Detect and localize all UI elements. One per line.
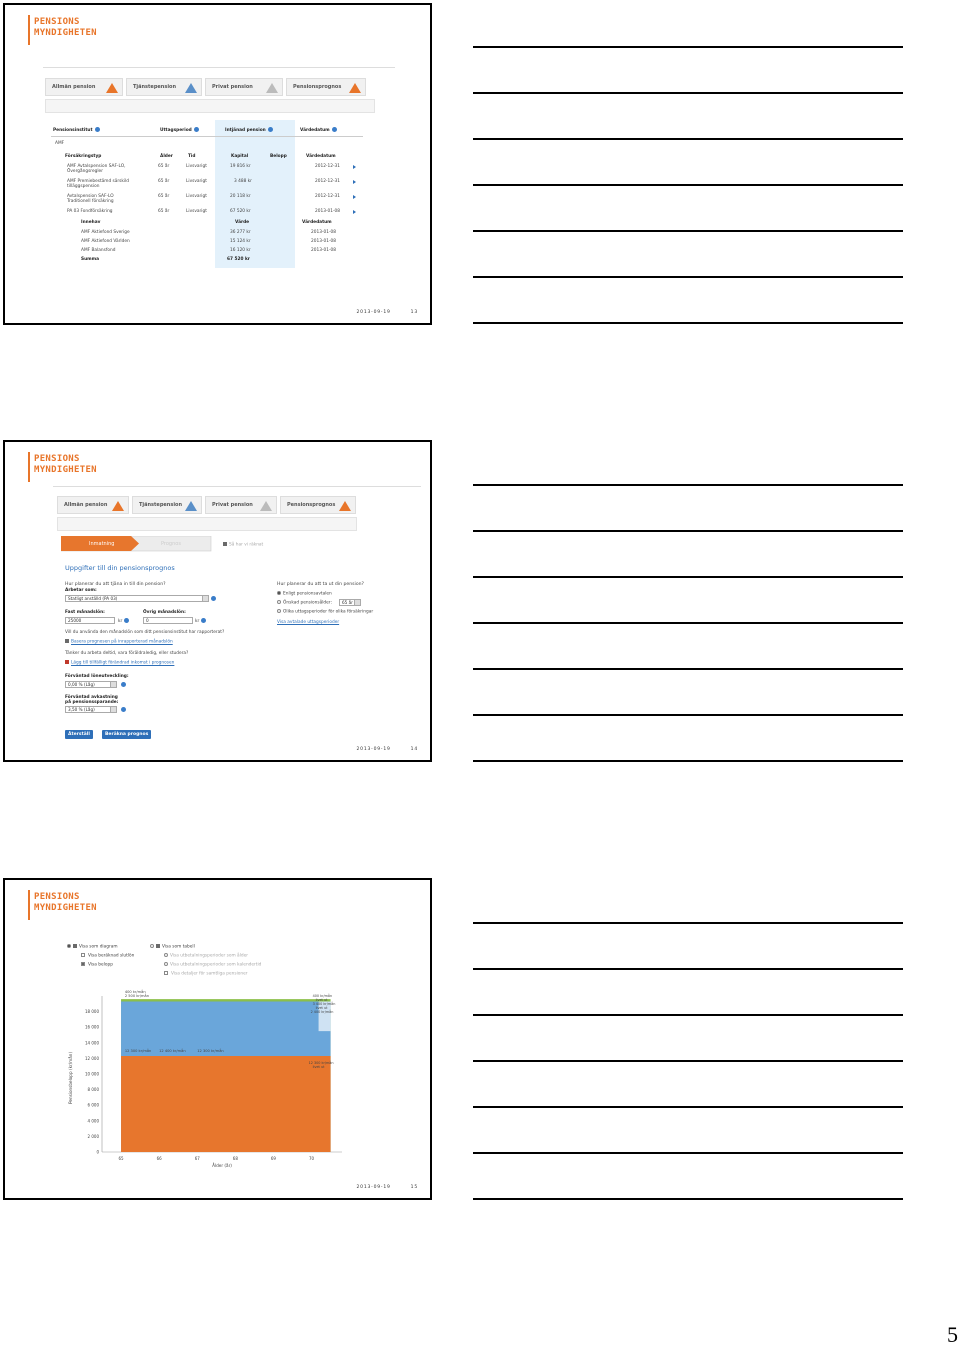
radio-icon <box>277 600 281 604</box>
chevron-down-icon <box>110 682 116 687</box>
table-row: AMF Avtalspension SAF-LO, Övergångsregler <box>67 164 126 174</box>
y-tick-label: 12 000 <box>85 1055 99 1061</box>
holding-name: AMF Balansfond <box>81 248 116 253</box>
cell-capital: 20 118 kr <box>230 194 251 199</box>
expand-arrow-icon[interactable] <box>353 165 356 169</box>
pyramid-icon <box>260 501 272 511</box>
holding-value: 16 120 kr <box>230 248 251 253</box>
x-tick-label: 65 <box>118 1156 124 1161</box>
cell-age: 65 år <box>158 179 170 184</box>
radio-selected-icon <box>67 944 71 948</box>
pensionsmyndigheten-logo: PENSIONS MYNDIGHETEN <box>28 890 138 922</box>
link-uttagsperioder[interactable]: Visa avtalade uttagsperioder <box>277 620 340 625</box>
step-prognos[interactable]: Prognos <box>161 541 181 547</box>
label-loneutveckling: Förväntad löneutveckling: <box>65 674 129 679</box>
annotation-label: 400 kr/mån <box>124 990 146 995</box>
annotation-label: 2 400 kr/mån <box>310 1010 334 1015</box>
chevron-down-icon <box>202 596 208 601</box>
y-axis-label: Pensionsbelopp (kr/mån) <box>68 1051 73 1104</box>
annotation-label: 12 300 kr/mån <box>124 1049 152 1054</box>
tab-privat-pension[interactable]: Privat pension <box>205 496 277 514</box>
check-slutlon[interactable]: Visa beräknad slutlön <box>81 953 134 959</box>
label-avkastning: Förväntad avkastning på pensionssparande: <box>65 695 119 705</box>
cell-date: 2013-01-08 <box>315 209 340 214</box>
th-alder: Ålder <box>160 154 173 159</box>
annotation-label: 3 400 kr/mån <box>312 1002 336 1007</box>
annotation-label: 400 kr/mån <box>312 994 333 999</box>
help-icon <box>332 127 337 132</box>
th-kapital: Kapital <box>231 154 249 159</box>
cell-age: 65 år <box>158 209 170 214</box>
slide-footer: 2013-09-19 15 <box>356 1185 418 1190</box>
col-pensionsinstitut[interactable]: Pensionsinstitut <box>53 127 100 134</box>
institute-name: AMF <box>55 141 65 146</box>
table-row: Avtalspension SAF-LO Traditionell försäkring <box>67 194 114 204</box>
radio-visa-diagram[interactable]: Visa som diagram <box>67 944 118 950</box>
cell-capital: 67 520 kr <box>230 209 251 214</box>
tab-pensionsprognos[interactable]: Pensionsprognos <box>280 496 356 514</box>
holding-value: 15 124 kr <box>230 239 251 244</box>
progress-steps <box>61 536 213 552</box>
form-heading: Uppgifter till din pensionsprognos <box>65 564 175 572</box>
y-tick-label: 0 <box>96 1149 99 1155</box>
cell-capital: 19 816 kr <box>230 164 251 169</box>
pyramid-icon <box>185 83 197 93</box>
slide-15 <box>3 878 432 1200</box>
y-tick-label: 18 000 <box>85 1009 99 1015</box>
check-visa-belopp[interactable]: Visa belopp <box>81 962 113 968</box>
col-intjanad-pension[interactable]: Intjänad pension <box>225 127 273 134</box>
th-forsakringstyp: Försäkringstyp <box>65 154 102 159</box>
tab-allman-pension[interactable]: Allmän pension <box>45 78 123 96</box>
x-tick-label: 67 <box>194 1156 200 1161</box>
cell-date: 2012-12-31 <box>315 194 340 199</box>
y-tick-label: 16 000 <box>85 1024 99 1030</box>
label-ovrig-manadslon: Övrig månadslön: <box>143 610 186 615</box>
checkbox-checked-icon <box>81 962 85 966</box>
loneutveckling-select[interactable]: 0,00 % (Låg) <box>65 681 117 688</box>
th-tid: Tid <box>188 154 196 159</box>
table-row: PA 03 Fondförsäkring <box>67 209 113 214</box>
pension-tabs <box>45 78 366 96</box>
sum-label: Summa <box>81 257 100 262</box>
holding-date: 2013-01-08 <box>311 230 336 235</box>
reset-button[interactable]: Återställ <box>65 730 93 739</box>
slide-footer: 2013-09-19 13 <box>356 310 418 315</box>
chevron-down-icon <box>110 707 116 712</box>
document-icon <box>65 660 69 664</box>
annotation-label: 2 500 kr/mån <box>124 994 150 999</box>
holding-name: AMF Aktiefond Världen <box>81 239 130 244</box>
tab-allman-pension[interactable]: Allmän pension <box>57 496 129 514</box>
holding-date: 2013-01-08 <box>311 248 336 253</box>
radio-perioder-alder[interactable]: Visa utbetalningsperioder som ålder <box>164 953 248 959</box>
col-uttagsperiod[interactable]: Uttagsperiod <box>160 127 199 134</box>
arbetar-som-select[interactable]: Statligt anställd (PA 03) <box>65 595 209 602</box>
cell-time: Livsvarigt <box>186 179 207 184</box>
radio-enligt-avtal[interactable]: Enligt pensionsavtalen <box>277 591 332 597</box>
unit-kr: kr <box>195 618 206 625</box>
ovrig-manadslon-input[interactable]: 0 <box>143 617 193 624</box>
cell-time: Livsvarigt <box>186 209 207 214</box>
cell-capital: 3 488 kr <box>234 179 252 184</box>
help-icon <box>194 127 199 132</box>
slide-13 <box>3 3 432 325</box>
annotation-label: 12 300 kr/mån <box>308 1061 334 1066</box>
area-series <box>121 1056 331 1152</box>
y-tick-label: 10 000 <box>85 1071 99 1077</box>
question-withdraw: Hur planerar du att ta ut din pension? <box>277 582 364 587</box>
annotation-label: 12 400 kr/mån <box>159 1049 186 1054</box>
holding-name: AMF Aktiefond Sverige <box>81 230 130 235</box>
pensionsmyndigheten-logo: PENSIONS MYNDIGHETEN <box>28 15 138 47</box>
pyramid-icon <box>185 501 197 511</box>
question-work: Hur planerar du att tjäna in till din pension? <box>65 582 166 587</box>
help-icon[interactable] <box>121 682 126 687</box>
help-icon <box>268 127 273 132</box>
th-hold-vardedatum: Värdedatum <box>302 220 332 225</box>
pin-icon <box>65 639 69 643</box>
page-number: 5 <box>947 1322 958 1345</box>
radio-onskad-alder[interactable]: Önskad pensionsålder: <box>277 600 332 606</box>
y-tick-label: 6 000 <box>87 1102 99 1108</box>
radio-visa-tabell[interactable]: Visa som tabell <box>150 944 195 950</box>
expand-arrow-icon[interactable] <box>353 195 356 199</box>
help-icon[interactable] <box>121 707 126 712</box>
radio-selected-icon <box>277 591 281 595</box>
question-parttime: Tänker du arbeta deltid, vara föräldraledig, eller studera? <box>65 651 189 656</box>
x-tick-label: 68 <box>232 1156 238 1161</box>
th-varde: Värde <box>235 220 250 225</box>
th-innehav: Innehav <box>81 220 101 225</box>
pyramid-icon <box>106 83 118 93</box>
pensionsmyndigheten-logo: PENSIONS MYNDIGHETEN <box>28 452 138 484</box>
unit-kr: kr <box>118 618 129 625</box>
label-arbetar-som: Arbetar som: <box>65 588 97 593</box>
tab-pensionsprognos[interactable]: Pensionsprognos <box>286 78 366 96</box>
annotation-label: livet ut <box>315 998 328 1003</box>
calc-info-link[interactable]: Så har vi räknat <box>223 542 263 548</box>
cell-age: 65 år <box>158 194 170 199</box>
radio-icon <box>150 944 154 948</box>
pensionsalder-select[interactable]: 65 år <box>339 599 361 606</box>
th-vardedatum: Värdedatum <box>306 154 336 159</box>
table-row: AMF Premiebestämd särskild tilläggspension <box>67 179 130 189</box>
check-detaljer[interactable]: Visa detaljer för samtliga pensioner <box>164 971 248 977</box>
slide-footer: 2013-09-19 14 <box>356 747 418 752</box>
y-tick-label: 2 000 <box>87 1133 99 1139</box>
pension-area-chart <box>60 988 360 1173</box>
pyramid-icon <box>112 501 124 511</box>
holding-value: 36 277 kr <box>230 230 251 235</box>
radio-perioder-kalendertid[interactable]: Visa utbetalningsperioder som kalendertid <box>164 962 261 968</box>
cell-date: 2012-12-31 <box>315 179 340 184</box>
tab-privat-pension[interactable]: Privat pension <box>205 78 283 96</box>
annotation-label: livet ut <box>315 1006 328 1011</box>
expand-arrow-icon[interactable] <box>353 210 356 214</box>
radio-icon <box>164 962 168 966</box>
pyramid-icon <box>339 501 351 511</box>
cell-time: Livsvarigt <box>186 164 207 169</box>
link-temp-income[interactable]: Lägg till tillfälligt förändrad inkomst i prognosen <box>65 660 174 666</box>
radio-icon <box>277 609 281 613</box>
expand-arrow-icon[interactable] <box>353 180 356 184</box>
y-tick-label: 14 000 <box>85 1040 99 1046</box>
checkbox-icon <box>81 953 85 957</box>
help-icon <box>124 618 129 623</box>
help-icon <box>201 618 206 623</box>
cell-date: 2012-12-31 <box>315 164 340 169</box>
tab-tjanstepension[interactable]: Tjänstepension <box>126 78 202 96</box>
col-vardedatum[interactable]: Värdedatum <box>300 127 337 134</box>
pension-tabs <box>57 496 356 514</box>
cell-age: 65 år <box>158 164 170 169</box>
radio-icon <box>164 953 168 957</box>
label-fast-manadslon: Fast månadslön: <box>65 610 105 615</box>
calculator-icon <box>223 542 227 546</box>
pyramid-icon <box>266 83 278 93</box>
help-icon[interactable] <box>211 596 216 601</box>
chart-icon <box>73 944 77 948</box>
question-reported-salary: Vill du använda den månadslön som ditt pensionsinstitut har rapporterat? <box>65 630 225 635</box>
th-belopp: Belopp <box>270 154 287 159</box>
fast-manadslon-input[interactable]: 25000 <box>65 617 115 624</box>
cell-time: Livsvarigt <box>186 194 207 199</box>
avkastning-select[interactable]: 3,50 % (Låg) <box>65 706 117 713</box>
checkbox-icon <box>164 971 168 975</box>
step-inmatning[interactable]: Inmatning <box>89 541 115 547</box>
table-icon <box>156 944 160 948</box>
x-axis-label: Ålder (år) <box>212 1163 232 1168</box>
calculate-button[interactable]: Beräkna prognos <box>102 730 151 739</box>
radio-olika-perioder[interactable]: Olika uttagsperioder för olika försäkringar <box>277 609 373 615</box>
holding-date: 2013-01-08 <box>311 239 336 244</box>
annotation-label: 12 300 kr/mån <box>197 1049 224 1054</box>
x-tick-label: 70 <box>308 1156 315 1161</box>
tab-tjanstepension[interactable]: Tjänstepension <box>132 496 202 514</box>
x-tick-label: 69 <box>270 1156 276 1161</box>
x-tick-label: 66 <box>156 1156 162 1161</box>
pyramid-icon <box>349 83 361 93</box>
slide-14 <box>3 440 432 762</box>
chevron-down-icon <box>354 600 360 605</box>
y-tick-label: 8 000 <box>87 1087 99 1093</box>
sum-value: 67 520 kr <box>227 257 250 262</box>
link-reported-salary[interactable]: Basera prognosen på inrapporterad månadslön <box>65 639 173 645</box>
y-tick-label: 4 000 <box>87 1118 99 1124</box>
annotation-label: livet ut <box>312 1065 325 1070</box>
help-icon <box>95 127 100 132</box>
